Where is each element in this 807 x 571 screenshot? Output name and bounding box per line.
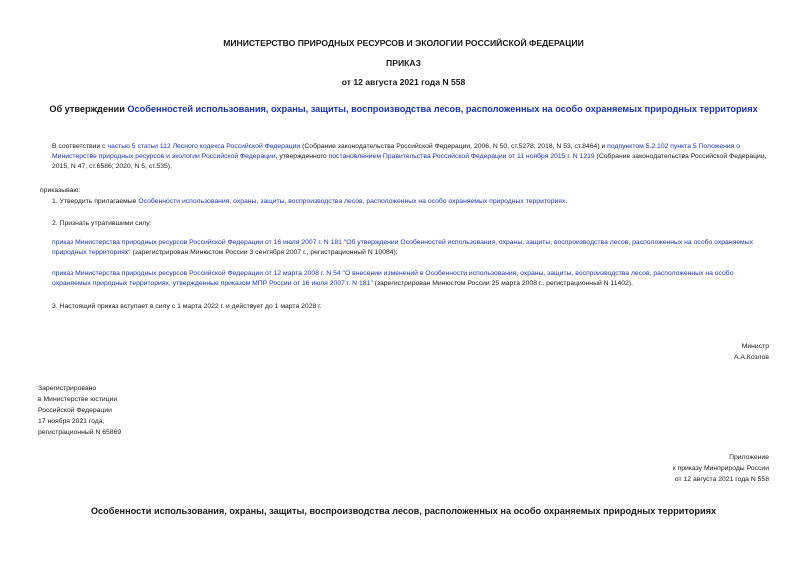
doc-date-number: от 12 августа 2021 года N 558 xyxy=(341,77,466,87)
revoked-order-1-link[interactable]: приказ Министерства природных ресурсов Российской Федерации от 16 июля 2007 г. N 181 "Об утверждении Особенностей использования, охраны, защиты, воспроизводства лесов, расположенных на особо охраняемых природных территориях" xyxy=(52,239,754,257)
ministry-heading: МИНИСТЕРСТВО ПРИРОДНЫХ РЕСУРСОВ И ЭКОЛОГИИ РОССИЙСКОЙ ФЕДЕРАЦИИ xyxy=(223,38,584,48)
item-3: 3. Настоящий приказ вступает в силу с 1 марта 2022 г. и действует до 1 марта 2028 г. xyxy=(52,303,322,310)
signer-name: А.А.Козлов xyxy=(734,354,769,361)
subject-link[interactable]: Особенностей использования, охраны, защиты, воспроизводства лесов, расположенных на особо охраняемых природных территориях xyxy=(127,104,758,114)
preamble-text-4: (Собрание законодательства Российской Федерации, 2015, N 47, ст.6586; 2020, N 5, ст.535), xyxy=(52,153,767,171)
signature-block xyxy=(734,341,769,363)
appendix-title: Особенности использования, охраны, защиты, воспроизводства лесов, расположенных на особо охраняемых природных территориях xyxy=(90,506,717,516)
item-1-end: . xyxy=(565,198,568,205)
revoked-order-1 xyxy=(52,238,772,258)
preamble-link-regulation[interactable]: подпунктом 5.2.102 пункта 5 Положения о Министерстве природных ресурсов и экологии Российской Федерации xyxy=(52,143,741,161)
registration-line: в Министерстве юстиции xyxy=(38,396,118,403)
item-1-link[interactable]: Особенности использования, охраны, защиты, воспроизводства лесов, расположенных на особо охраняемых природных территориях xyxy=(138,198,566,205)
signer-title: Министр xyxy=(741,343,769,350)
preamble-paragraph xyxy=(52,142,772,173)
appendix-line: к приказу Минприроды России xyxy=(672,465,769,472)
doc-type-heading: ПРИКАЗ xyxy=(386,58,421,68)
item-1-text: 1. Утвердить прилагаемые xyxy=(52,198,139,205)
appendix-line: от 12 августа 2021 года N 558 xyxy=(674,476,769,483)
subject-prefix: Об утверждении xyxy=(49,104,128,114)
preamble-link-resolution[interactable]: постановлением Правительства Российской Федерации от 11 ноября 2015 г. N 1219 xyxy=(328,153,595,161)
registration-line: Зарегистрировано xyxy=(38,385,97,392)
revoked-order-1-text: (зарегистрирован Минюстом России 3 сентября 2007 г., регистрационный N 10084); xyxy=(130,249,398,257)
order-word: приказываю: xyxy=(40,187,81,194)
order-subject xyxy=(0,104,807,114)
appendix-block xyxy=(673,452,769,485)
preamble-text-3: , утвержденного xyxy=(275,153,329,161)
registration-line: 17 ноября 2021 года, xyxy=(38,418,105,425)
item-1 xyxy=(52,197,567,207)
preamble-text-2: (Собрание законодательства Российской Федерации, 2006, N 50, ст.5278; 2018, N 53, ст.8464) и xyxy=(300,143,608,150)
appendix-line: Приложение xyxy=(729,454,769,461)
revoked-order-2-text: (зарегистрирован Минюстом России 25 марта 2008 г., регистрационный N 11402). xyxy=(372,280,633,288)
revoked-order-2 xyxy=(52,269,772,289)
item-2: 2. Признать утратившими силу: xyxy=(52,220,152,227)
preamble-link-forest-code[interactable]: частью 5 статьи 112 Лесного кодекса Российской Федерации xyxy=(107,143,301,150)
registration-block xyxy=(38,383,121,438)
registration-line: Российской Федерации xyxy=(38,407,112,414)
preamble-text-1: В соответствии с xyxy=(52,143,108,150)
registration-line: регистрационный N 65869 xyxy=(38,429,122,436)
revoked-order-2-link[interactable]: приказ Министерства природных ресурсов Российской Федерации от 12 марта 2008 г. N 54 "О внесении изменений в Особенности использования, охраны, защиты, воспроизводства лесов, расположенных на особо охраняемых природных территориях, утвержденные приказом МПР России от 16 июля 2007 г. N 181" xyxy=(52,270,734,288)
